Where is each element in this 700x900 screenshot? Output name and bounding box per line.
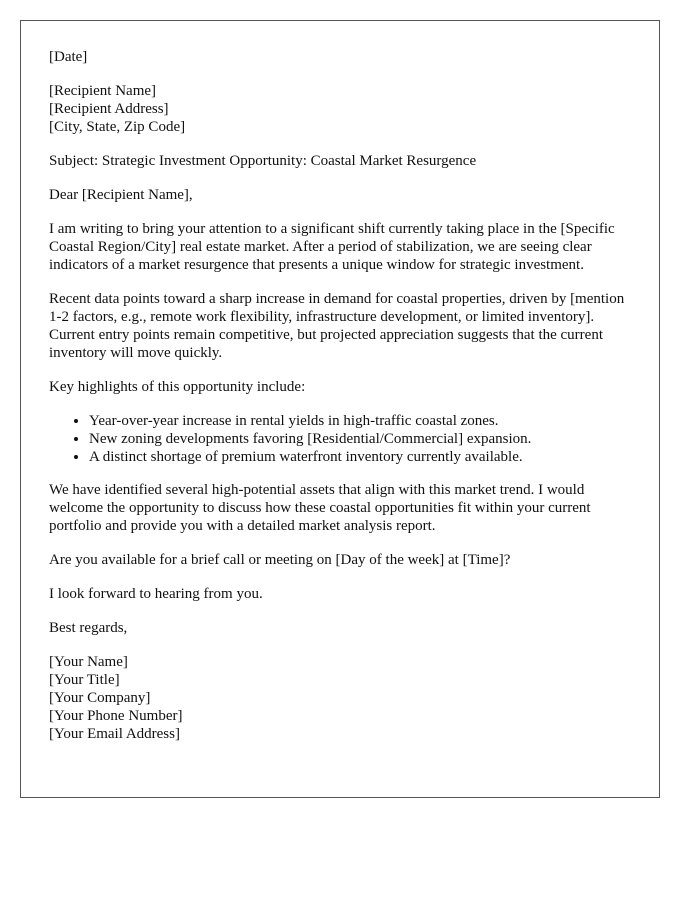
signature-name: [Your Name] <box>49 654 128 670</box>
closing-line: I look forward to hearing from you. <box>49 586 263 602</box>
letter-body <box>49 48 639 743</box>
recipient-address: [Recipient Address] <box>49 101 169 117</box>
signature-title: [Your Title] <box>49 672 120 688</box>
highlights-list <box>49 412 639 466</box>
letter-frame <box>20 20 660 798</box>
assets-paragraph: We have identified several high-potential assets that align with this market trend. I would welcome the opportunity to discuss how these coastal opportunities fit within your current portfolio and provide you with a detailed market analysis report. <box>49 482 591 534</box>
signature-block <box>49 653 639 743</box>
highlights-intro: Key highlights of this opportunity include: <box>49 379 306 395</box>
signature-email: [Your Email Address] <box>49 726 180 742</box>
signature-company: [Your Company] <box>49 690 151 706</box>
recipient-name: [Recipient Name] <box>49 83 157 99</box>
salutation: Dear [Recipient Name], <box>49 187 193 203</box>
intro-paragraph: I am writing to bring your attention to a significant shift currently taking place in the [Specific Coastal Region/City] real estate market. After a period of stabilization, we are seeing clear indicators of a market resurgence that presents a unique window for strategic investment. <box>49 221 615 273</box>
highlight-item: • New zoning developments favoring [Residential/Commercial] expansion. <box>89 430 639 448</box>
highlight-item: • A distinct shortage of premium waterfront inventory currently available. <box>89 448 639 466</box>
letter-date: [Date] <box>49 49 88 65</box>
recipient-city-state-zip: [City, State, Zip Code] <box>49 119 186 135</box>
signoff: Best regards, <box>49 620 128 636</box>
subject-line: Subject: Strategic Investment Opportunity: Coastal Market Resurgence <box>49 153 477 169</box>
availability-question: Are you available for a brief call or meeting on [Day of the week] at [Time]? <box>49 552 511 568</box>
highlight-item: • Year-over-year increase in rental yields in high-traffic coastal zones. <box>89 412 639 430</box>
signature-phone: [Your Phone Number] <box>49 708 183 724</box>
market-data-paragraph: Recent data points toward a sharp increase in demand for coastal properties, driven by [mention 1-2 factors, e.g., remote work flexibility, infrastructure development, or limited inventory]. Current entry points remain competitive, but projected appreciation suggests that the current inventory will move quickly. <box>49 291 625 361</box>
recipient-block <box>49 82 639 136</box>
